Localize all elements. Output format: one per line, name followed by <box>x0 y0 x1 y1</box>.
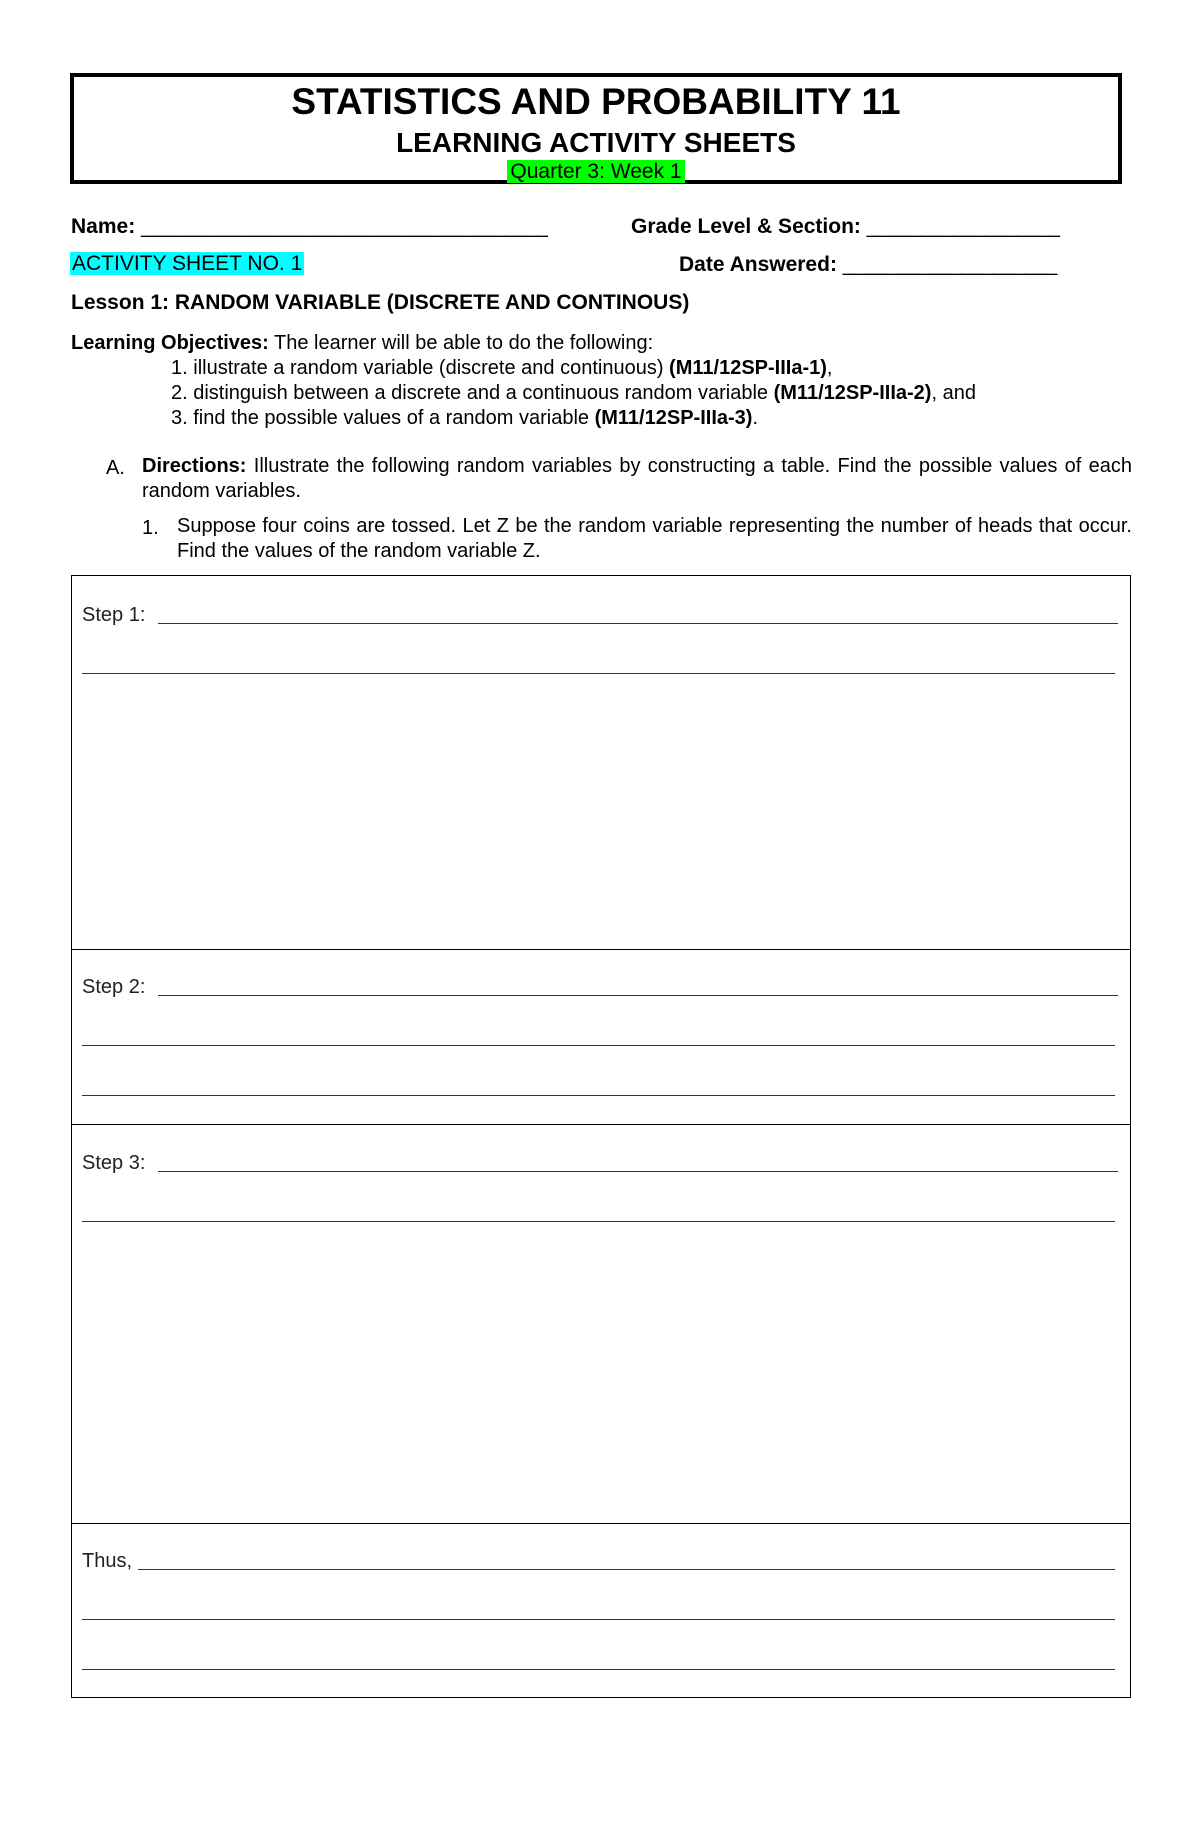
row-divider <box>72 949 1130 950</box>
row-divider <box>72 1523 1130 1524</box>
lesson-title: Lesson 1: RANDOM VARIABLE (DISCRETE AND CONTINOUS) <box>71 291 690 314</box>
date-blank[interactable]: ____________________ <box>842 253 1057 276</box>
thus-answer-line[interactable] <box>82 1669 1115 1670</box>
activity-sheet-label: ACTIVITY SHEET NO. 1 <box>72 252 303 275</box>
objective-item <box>171 383 976 403</box>
objective-code: (M11/12SP-IIIa-1) <box>669 357 827 379</box>
objective-tail: , <box>826 357 833 379</box>
name-label: Name: <box>71 215 136 238</box>
objective-number: 1. <box>171 357 188 379</box>
document-subtitle: LEARNING ACTIVITY SHEETS <box>396 127 796 158</box>
title-box <box>70 73 1122 184</box>
name-row <box>71 216 547 237</box>
thus-answer-line[interactable] <box>82 1619 1115 1620</box>
row-divider <box>72 1124 1130 1125</box>
objective-text: find the possible values of a random variable <box>187 407 595 429</box>
objective-code: (M11/12SP-IIIa-3) <box>594 407 753 429</box>
objective-text: illustrate a random variable (discrete and continuous) <box>187 357 670 379</box>
step1-label: Step 1: <box>82 604 146 626</box>
document-title: STATISTICS AND PROBABILITY 11 <box>291 81 901 122</box>
objective-number: 3. <box>171 407 188 429</box>
step2-answer-line[interactable] <box>82 1045 1115 1046</box>
grade-label: Grade Level & Section: <box>631 215 861 238</box>
objective-item <box>171 408 758 428</box>
step3-answer-line[interactable] <box>158 1171 1118 1172</box>
step1-answer-line[interactable] <box>82 673 1115 674</box>
objective-tail: . <box>752 407 758 429</box>
objectives-intro-text: The learner will be able to do the following: <box>268 332 654 354</box>
name-blank[interactable]: ______________________________________ <box>141 215 547 238</box>
objective-code: (M11/12SP-IIIa-2) <box>773 382 932 404</box>
directions-text: Illustrate the following random variables by constructing a table. Find the possible values of each random variables. <box>142 455 1132 502</box>
step2-label: Step 2: <box>82 976 146 998</box>
thus-answer-line[interactable] <box>138 1569 1115 1570</box>
date-label: Date Answered: <box>679 253 837 276</box>
directions <box>142 454 1132 504</box>
step1-answer-line[interactable] <box>158 623 1118 624</box>
step2-answer-line[interactable] <box>82 1095 1115 1096</box>
section-letter: A. <box>106 457 125 479</box>
quarter-label <box>74 161 1118 182</box>
grade-blank[interactable]: __________________ <box>866 215 1059 238</box>
objectives-intro <box>71 333 653 353</box>
objective-number: 2. <box>171 382 188 404</box>
thus-label: Thus, <box>82 1550 133 1572</box>
step3-answer-line[interactable] <box>82 1221 1115 1222</box>
objectives-label: Learning Objectives: <box>71 332 269 354</box>
objective-text: distinguish between a discrete and a continuous random variable <box>187 382 774 404</box>
directions-label: Directions: <box>142 455 247 477</box>
grade-row <box>631 216 1059 237</box>
item-number: 1. <box>142 517 159 539</box>
quarter-highlight: Quarter 3: Week 1 <box>507 160 684 183</box>
date-row <box>679 254 1056 275</box>
objective-item <box>171 358 832 378</box>
step3-label: Step 3: <box>82 1152 146 1174</box>
item-text: Suppose four coins are tossed. Let Z be the random variable representing the number of heads that occur. Find the values of the random variable Z. <box>177 515 1132 562</box>
step2-answer-line[interactable] <box>158 995 1118 996</box>
activity-row <box>70 253 304 274</box>
answer-table <box>71 575 1131 1698</box>
objective-tail: , and <box>931 382 976 404</box>
